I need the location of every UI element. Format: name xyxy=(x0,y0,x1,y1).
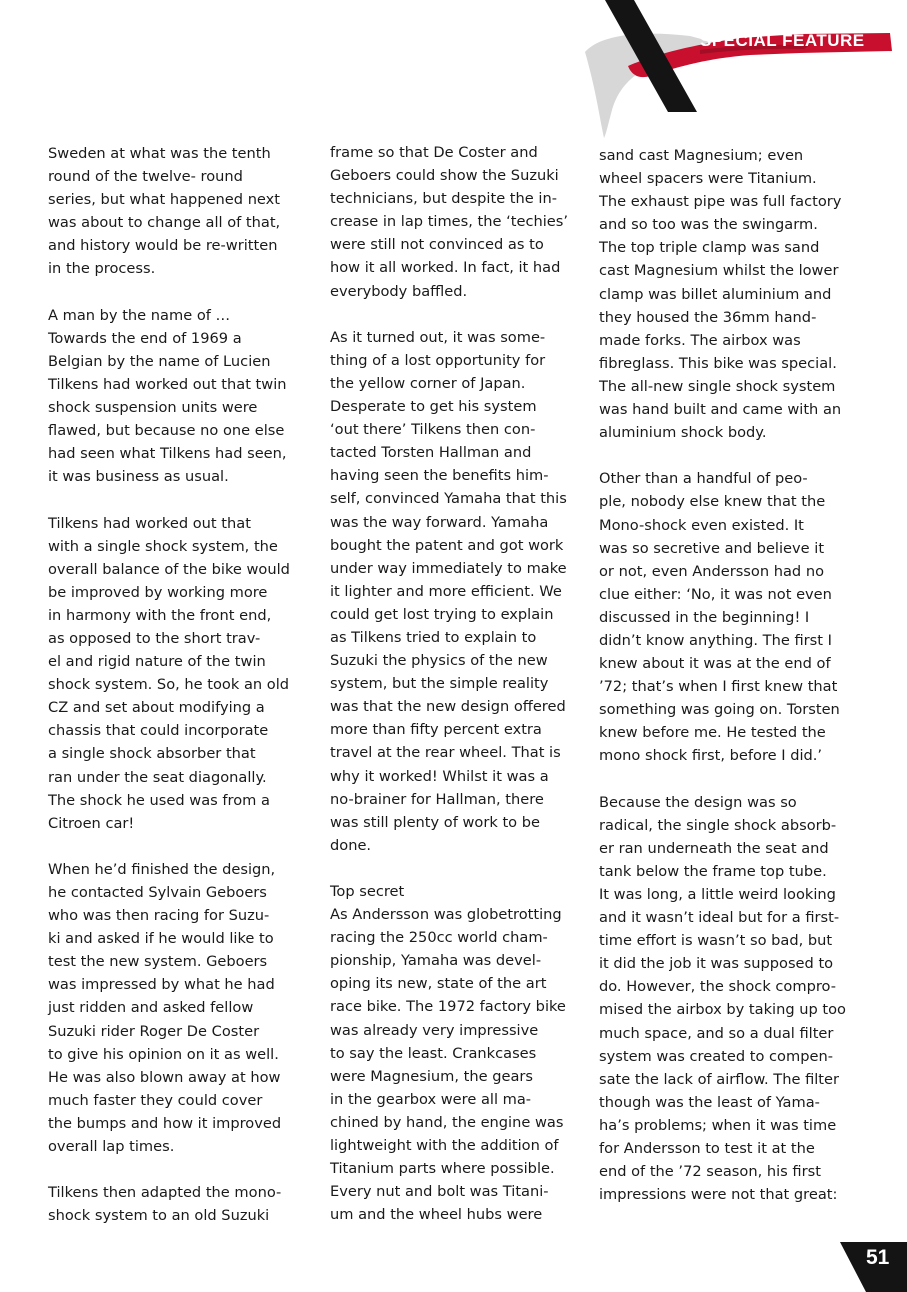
text-line: to say the least. Crankcases xyxy=(330,1044,537,1062)
text-line: in the gearbox were all ma- xyxy=(330,1090,532,1108)
text-line: self, convinced Yamaha that this xyxy=(330,490,567,508)
text-line: were Magnesium, the gears xyxy=(330,1067,534,1085)
text-line: frame so that De Coster and xyxy=(330,144,538,161)
text-line: mised the airbox by taking up too xyxy=(599,1001,846,1019)
text-line: as opposed to the short trav- xyxy=(48,629,261,647)
text-line: ran under the seat diagonally. xyxy=(48,768,267,786)
text-line: CZ and set about modifying a xyxy=(48,699,265,717)
special-feature-badge xyxy=(0,0,907,140)
text-line: er ran underneath the seat and xyxy=(599,839,829,857)
text-line: travel at the rear wheel. That is xyxy=(330,744,561,762)
text-line: knew about it was at the end of xyxy=(599,655,831,673)
paragraph xyxy=(48,304,298,489)
text-line: pionship, Yamaha was devel- xyxy=(330,952,542,970)
text-line: much faster they could cover xyxy=(48,1091,263,1109)
text-line: tacted Torsten Hallman and xyxy=(330,444,532,462)
text-line: Suzuki rider Roger De Coster xyxy=(48,1022,260,1040)
text-line: chined by hand, the engine was xyxy=(330,1113,564,1131)
text-line: Every nut and bolt was Titani- xyxy=(330,1183,549,1201)
text-line: When he’d finished the design, xyxy=(48,860,276,878)
text-line: bought the patent and got work xyxy=(330,536,564,554)
text-line: who was then racing for Suzu- xyxy=(48,907,270,925)
text-column-1 xyxy=(48,142,298,1227)
paragraph xyxy=(599,467,854,767)
text-line: shock system. So, he took an old xyxy=(48,676,290,694)
text-line: the bumps and how it improved xyxy=(48,1114,282,1132)
text-line: flawed, but because no one else xyxy=(48,422,285,440)
text-line: It was long, a little weird looking xyxy=(599,886,836,903)
text-line: Tilkens had worked out that twin xyxy=(48,375,287,393)
text-line: sate the lack of airflow. The filter xyxy=(599,1070,840,1088)
text-line: ple, nobody else knew that the xyxy=(599,493,826,511)
text-line: no-brainer for Hallman, there xyxy=(330,790,544,808)
text-line: technicians, but despite the in- xyxy=(330,190,557,208)
text-line: something was going on. Torsten xyxy=(599,701,840,719)
paragraph xyxy=(330,326,580,857)
text-line: was that the new design offered xyxy=(330,698,566,716)
text-line: having seen the benefits him- xyxy=(330,467,549,485)
text-line: do. However, the shock compro- xyxy=(599,978,836,996)
text-line: system was created to compen- xyxy=(599,1047,833,1065)
text-line: be improved by working more xyxy=(48,583,268,601)
text-line: was the way forward. Yamaha xyxy=(330,513,549,531)
paragraph xyxy=(48,512,298,835)
text-line: made forks. The airbox was xyxy=(599,331,801,349)
text-line: a single shock absorber that xyxy=(48,745,256,763)
text-line: it was business as usual. xyxy=(48,468,229,486)
text-line: clue either: ‘No, it was not even xyxy=(599,585,832,603)
text-line: was already very impressive xyxy=(330,1021,539,1039)
text-line: The top triple clamp was sand xyxy=(599,239,820,257)
text-line: more than fifty percent extra xyxy=(330,721,542,739)
text-line: crease in lap times, the ‘techies’ xyxy=(330,213,569,231)
text-line: ‘out there’ Tilkens then con- xyxy=(330,421,536,439)
text-line: ki and asked if he would like to xyxy=(48,930,274,948)
text-line: As it turned out, it was some- xyxy=(330,328,546,346)
text-line: he contacted Sylvain Geboers xyxy=(48,884,267,901)
text-line: mono shock first, before I did.’ xyxy=(599,747,823,765)
text-line: clamp was billet aluminium and xyxy=(599,285,832,303)
text-line: As Andersson was globetrotting xyxy=(330,906,562,924)
text-line: though was the least of Yama- xyxy=(599,1093,820,1111)
paragraph xyxy=(330,141,580,303)
text-line: Sweden at what was the tenth xyxy=(48,145,271,162)
text-line: could get lost trying to explain xyxy=(330,605,554,623)
text-line: Because the design was so xyxy=(599,793,797,811)
text-line: radical, the single shock absorb- xyxy=(599,816,837,834)
text-line: A man by the name of … xyxy=(48,306,231,324)
text-line: He was also blown away at how xyxy=(48,1068,281,1086)
text-line: how it all worked. In fact, it had xyxy=(330,259,561,277)
text-line: shock system to an old Suzuki xyxy=(48,1207,270,1225)
text-line: The all-new single shock system xyxy=(599,377,836,395)
text-line: were still not convinced as to xyxy=(330,236,544,254)
text-line: Geboers could show the Suzuki xyxy=(330,167,559,185)
page-number: 51 xyxy=(866,1246,890,1269)
text-line: was still plenty of work to be xyxy=(330,813,540,831)
text-line: tank below the frame top tube. xyxy=(599,862,827,880)
text-line: was about to change all of that, xyxy=(48,214,281,232)
text-line: everybody baffled. xyxy=(330,282,468,300)
text-line: impressions were not that great: xyxy=(599,1186,838,1204)
text-line: Citroen car! xyxy=(48,814,135,832)
text-line: it did the job it was supposed to xyxy=(599,955,834,973)
text-line: time effort is wasn’t so bad, but xyxy=(599,932,833,950)
text-line: The exhaust pipe was full factory xyxy=(599,193,842,211)
paragraph xyxy=(48,142,298,281)
text-line: The shock he used was from a xyxy=(48,791,270,809)
text-line: was hand built and came with an xyxy=(599,401,842,419)
paragraph xyxy=(48,1181,298,1227)
text-line: shock suspension units were xyxy=(48,399,258,417)
text-line: round of the twelve- round xyxy=(48,168,243,186)
text-line: racing the 250cc world cham- xyxy=(330,929,548,947)
text-line: the yellow corner of Japan. xyxy=(330,374,526,392)
text-line: done. xyxy=(330,836,372,854)
text-line: Desperate to get his system xyxy=(330,398,537,416)
text-line: and it wasn’t ideal but for a first- xyxy=(599,909,840,927)
text-line: cast Magnesium whilst the lower xyxy=(599,262,839,280)
text-line: system, but the simple reality xyxy=(330,675,549,693)
text-line: just ridden and asked fellow xyxy=(48,999,254,1017)
text-line: was so secretive and believe it xyxy=(599,539,825,557)
text-line: race bike. The 1972 factory bike xyxy=(330,998,566,1016)
paragraph xyxy=(599,791,854,1207)
text-line: end of the ’72 season, his first xyxy=(599,1163,821,1181)
text-line: test the new system. Geboers xyxy=(48,953,268,971)
text-line: or not, even Andersson had no xyxy=(599,562,824,580)
text-column-2 xyxy=(330,141,580,1226)
paragraph xyxy=(599,144,854,444)
text-line: overall balance of the bike would xyxy=(48,560,290,578)
text-line: Top secret xyxy=(330,883,405,900)
text-line: it lighter and more efficient. We xyxy=(330,582,562,600)
text-line: Tilkens had worked out that xyxy=(48,514,251,532)
text-line: aluminium shock body. xyxy=(599,424,767,442)
text-column-3 xyxy=(599,144,854,1206)
paragraph xyxy=(48,858,298,1158)
text-line: Belgian by the name of Lucien xyxy=(48,352,271,370)
text-line: thing of a lost opportunity for xyxy=(330,351,546,369)
text-line: um and the wheel hubs were xyxy=(330,1206,543,1224)
text-line: in harmony with the front end, xyxy=(48,606,272,624)
text-line: lightweight with the addition of xyxy=(330,1137,559,1155)
text-line: and history would be re-written xyxy=(48,237,278,255)
paragraph xyxy=(330,880,580,1226)
text-line: oping its new, state of the art xyxy=(330,975,547,993)
text-line: series, but what happened next xyxy=(48,191,281,209)
text-line: chassis that could incorporate xyxy=(48,722,269,740)
text-line: much space, and so a dual filter xyxy=(599,1024,834,1042)
text-line: discussed in the beginning! I xyxy=(599,608,810,626)
text-line: Tilkens then adapted the mono- xyxy=(48,1184,282,1202)
text-line: and so too was the swingarm. xyxy=(599,216,818,234)
text-line: they housed the 36mm hand- xyxy=(599,308,817,326)
text-line: el and rigid nature of the twin xyxy=(48,653,266,671)
text-line: in the process. xyxy=(48,260,156,278)
text-line: Mono-shock even existed. It xyxy=(599,516,804,534)
text-line: Towards the end of 1969 a xyxy=(48,329,242,347)
text-line: was impressed by what he had xyxy=(48,976,275,994)
text-line: with a single shock system, the xyxy=(48,537,278,555)
text-line: didn’t know anything. The first I xyxy=(599,631,832,649)
text-line: ha’s problems; when it was time xyxy=(599,1116,837,1134)
text-line: Other than a handful of peo- xyxy=(599,470,808,488)
text-line: Suzuki the physics of the new xyxy=(330,652,548,670)
text-line: to give his opinion on it as well. xyxy=(48,1045,279,1063)
text-line: wheel spacers were Titanium. xyxy=(599,170,817,188)
text-line: for Andersson to test it at the xyxy=(599,1140,815,1158)
text-line: as Tilkens tried to explain to xyxy=(330,628,537,646)
section-label: SPECIAL FEATURE xyxy=(700,31,865,50)
text-line: fibreglass. This bike was special. xyxy=(599,354,837,372)
text-line: overall lap times. xyxy=(48,1138,175,1156)
text-line: ’72; that’s when I first knew that xyxy=(599,678,838,696)
text-line: sand cast Magnesium; even xyxy=(599,147,804,164)
text-line: under way immediately to make xyxy=(330,559,567,577)
text-line: Titanium parts where possible. xyxy=(330,1160,555,1178)
text-line: why it worked! Whilst it was a xyxy=(330,767,549,785)
text-line: knew before me. He tested the xyxy=(599,724,826,742)
text-line: had seen what Tilkens had seen, xyxy=(48,445,287,463)
